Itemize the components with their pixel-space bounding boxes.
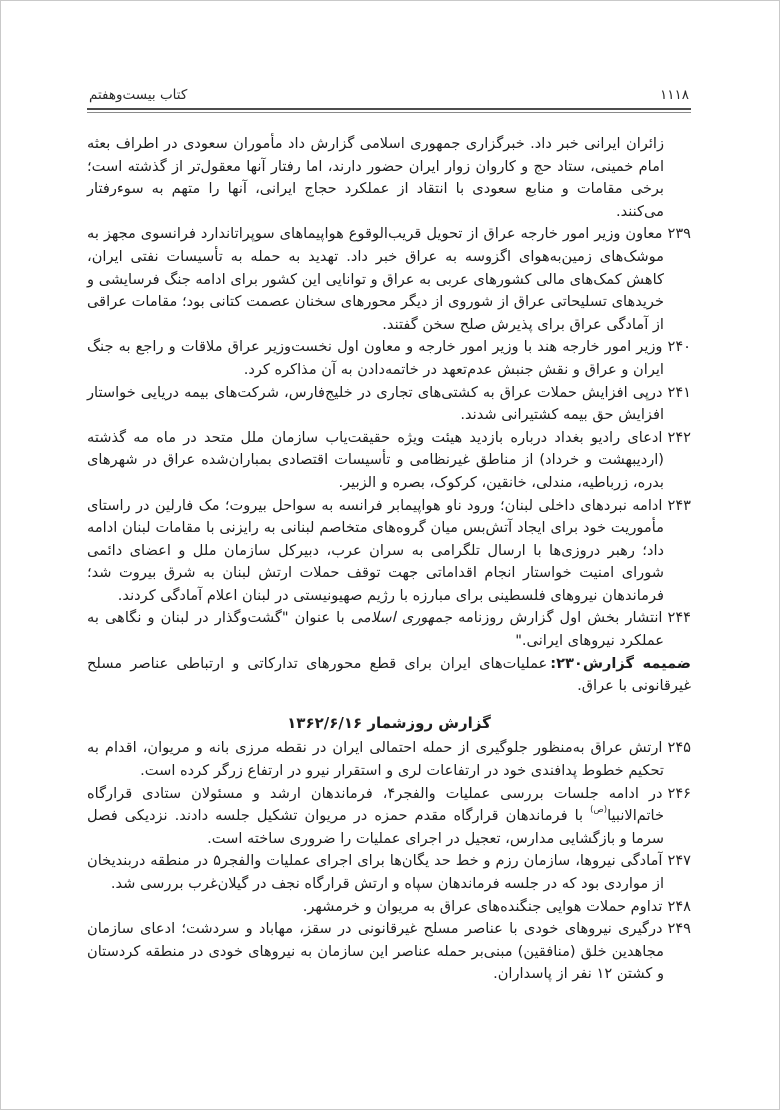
book-title: کتاب بیست‌وهفتم [89,87,188,103]
list-item-242 [87,427,691,495]
running-header [87,87,691,108]
appendix-line [87,653,691,698]
list-item-244 [87,607,691,652]
list-item-248 [87,896,691,919]
newspaper-name: جمهوری اسلامی [350,609,452,627]
item-text: ادعای رادیو بغداد درباره بازدید هیئت ویژه حقیقت‌یاب سازمان ملل متحد در ماه مه گذشته (اردیبهشت و خرداد) از مناطق غیرنظامی و تأسیسات اقتصادی بمباران‌شده عراق در شهرهای بدره، زرباطیه، مندلی، خانقین، کرکوک، بصره و الزبیر. [87,428,664,491]
item-number: ۲۴۱ [667,383,691,401]
page-number: ۱۱۱۸ [659,87,689,103]
list-item-247 [87,850,691,895]
item-number: ۲۴۹ [667,920,691,938]
item-text: معاون وزیر امور خارجه عراق از تحویل قریب‌الوقوع هواپیماهای سوپراتاندارد فرانسوی مجهز به موشک‌های زمین‌به‌هوای اگزوسه به عراق خبر داد. تهدید به حمله به تأسیسات نفتی ایران، کاهش کمک‌های مالی کشورهای عربی به عراق و توانایی این کشور برای ادامه جنگ فرسایشی و خریدهای تسلیحاتی عراق از شوروی از دیگر محورهای سخنان عصمت کتانی بود؛ مقامات عراقی از آمادگی عراق برای پذیرش صلح سخن گفتند. [87,225,664,333]
item-number: ۲۴۲ [667,428,691,446]
item-number: ۲۴۵ [667,739,691,757]
item-number: ۲۴۶ [667,784,691,802]
list-item-249 [87,918,691,986]
item-text: تداوم حملات هوایی جنگنده‌های عراق به مریوان و خرمشهر. [302,897,663,915]
honorific-superscript: (ص) [590,805,608,816]
list-item-241 [87,382,691,427]
body-text [87,133,691,986]
item-text: درگیری نیروهای خودی با عناصر مسلح غیرقانونی در سقز، مهاباد و سردشت؛ ادعای سازمان مجاهدین خلق (منافقین) مبنی‌بر حمله عناصر این سازمان به نیروهای خودی در منطقه کردستان و کشتن ۱۲ نفر از پاسداران. [87,920,664,983]
list-item-246 [87,783,691,851]
item-text: انتشار بخش اول گزارش روزنامه [452,609,663,627]
list-item-243 [87,495,691,608]
appendix-text: عملیات‌های ایران برای قطع محورهای تدارکاتی و ارتباطی عناصر مسلح غیرقانونی با عراق. [87,654,691,695]
list-item-245 [87,737,691,782]
item-text: آمادگی نیروها، سازمان رزم و خط حد یگان‌ها برای اجرای عملیات والفجر۵ در منطقه دربندیخان از مواردی بود که در جلسه فرماندهان سپاه و ارتش قرارگاه نجف در گیلان‌غرب بررسی شد. [87,852,664,892]
item-text: ادامه نبردهای داخلی لبنان؛ ورود ناو هواپیمابر فرانسه به سواحل بیروت؛ مک فارلین در راستای مأموریت خود برای ایجاد آتش‌بس میان گروه‌های متخاصم لبنانی به رایزنی با مقامات لبنان ادامه داد؛ رهبر دروزی‌ها با ارسال تلگرامی به سران عرب، دبیرکل سازمان ملل و اعضای دائمی شورای امنیت خواستار انجام اقداماتی جهت توقف حملات ارتش لبنان به شرق بیروت شد؛ فرماندهان نیروهای فلسطینی برای مبارزه با رژیم صهیونیستی در لبنان اعلام آمادگی کردند. [87,496,664,604]
section-heading: گزارش روزشمار ۱۳۶۲/۶/۱۶ [287,713,491,732]
list-item-239 [87,223,691,336]
item-number: ۲۳۹ [667,225,691,243]
page-content [87,87,691,986]
list-item-240 [87,336,691,381]
appendix-label: ضمیمه گزارش۲۳۰: [550,654,691,672]
item-number: ۲۴۳ [667,496,691,514]
opening-paragraph: زائران ایرانی خبر داد. خبرگزاری جمهوری اسلامی گزارش داد مأموران سعودی در اطراف بعثه امام خمینی، ستاد حج و کاروان زوار ایران حضور دارند، اما رفتار آنها معقول‌تر از گذشته است؛ برخی مقامات و منابع سعودی با انتقاد از عملکرد حجاج ایرانی، آنها را متهم به سوءرفتار می‌کنند. [87,135,664,220]
header-double-rule [87,108,691,113]
item-text: درپی افزایش حملات عراق به کشتی‌های تجاری در خلیج‌فارس، شرکت‌های بیمه دریایی خواستار افزایش حق بیمه کشتیرانی شدند. [87,383,664,424]
item-number: ۲۴۰ [667,338,691,356]
item-number: ۲۴۷ [667,852,692,870]
item-text: وزیر امور خارجه هند با وزیر امور خارجه و معاون اول نخست‌وزیر عراق ملاقات و راجع به جنگ ایران و عراق و نقش جنبش عدم‌تعهد در خاتمه‌دادن به آن مذاکره کرد. [87,338,664,378]
item-number: ۲۴۸ [667,897,691,915]
item-text: در ادامه جلسات بررسی عملیات والفجر۴، فرماندهان ارشد و مسئولان ستادی قرارگاه خاتم‌الانبیا [87,784,664,825]
item-text: با عنوان "گشت‌وگذار در لبنان و نگاهی به عملکرد نیروهای ایرانی." [87,609,664,650]
item-text: ارتش عراق به‌منظور جلوگیری از حمله احتمالی ایران در نقطه مرزی بانه و مریوان، اقدام به تحکیم خطوط پدافندی خود در ارتفاعات لری و استقرار نیرو در ارتفاع زرگر کرده است. [87,739,664,780]
item-text: با فرماندهان قرارگاه مقدم حمزه در مریوان تشکیل جلسه دادند. نزدیکی فصل سرما و بازگشایی مدارس، تعجیل در اجرای عملیات را ضروری ساخته است. [87,807,664,847]
item-number: ۲۴۴ [667,609,691,627]
